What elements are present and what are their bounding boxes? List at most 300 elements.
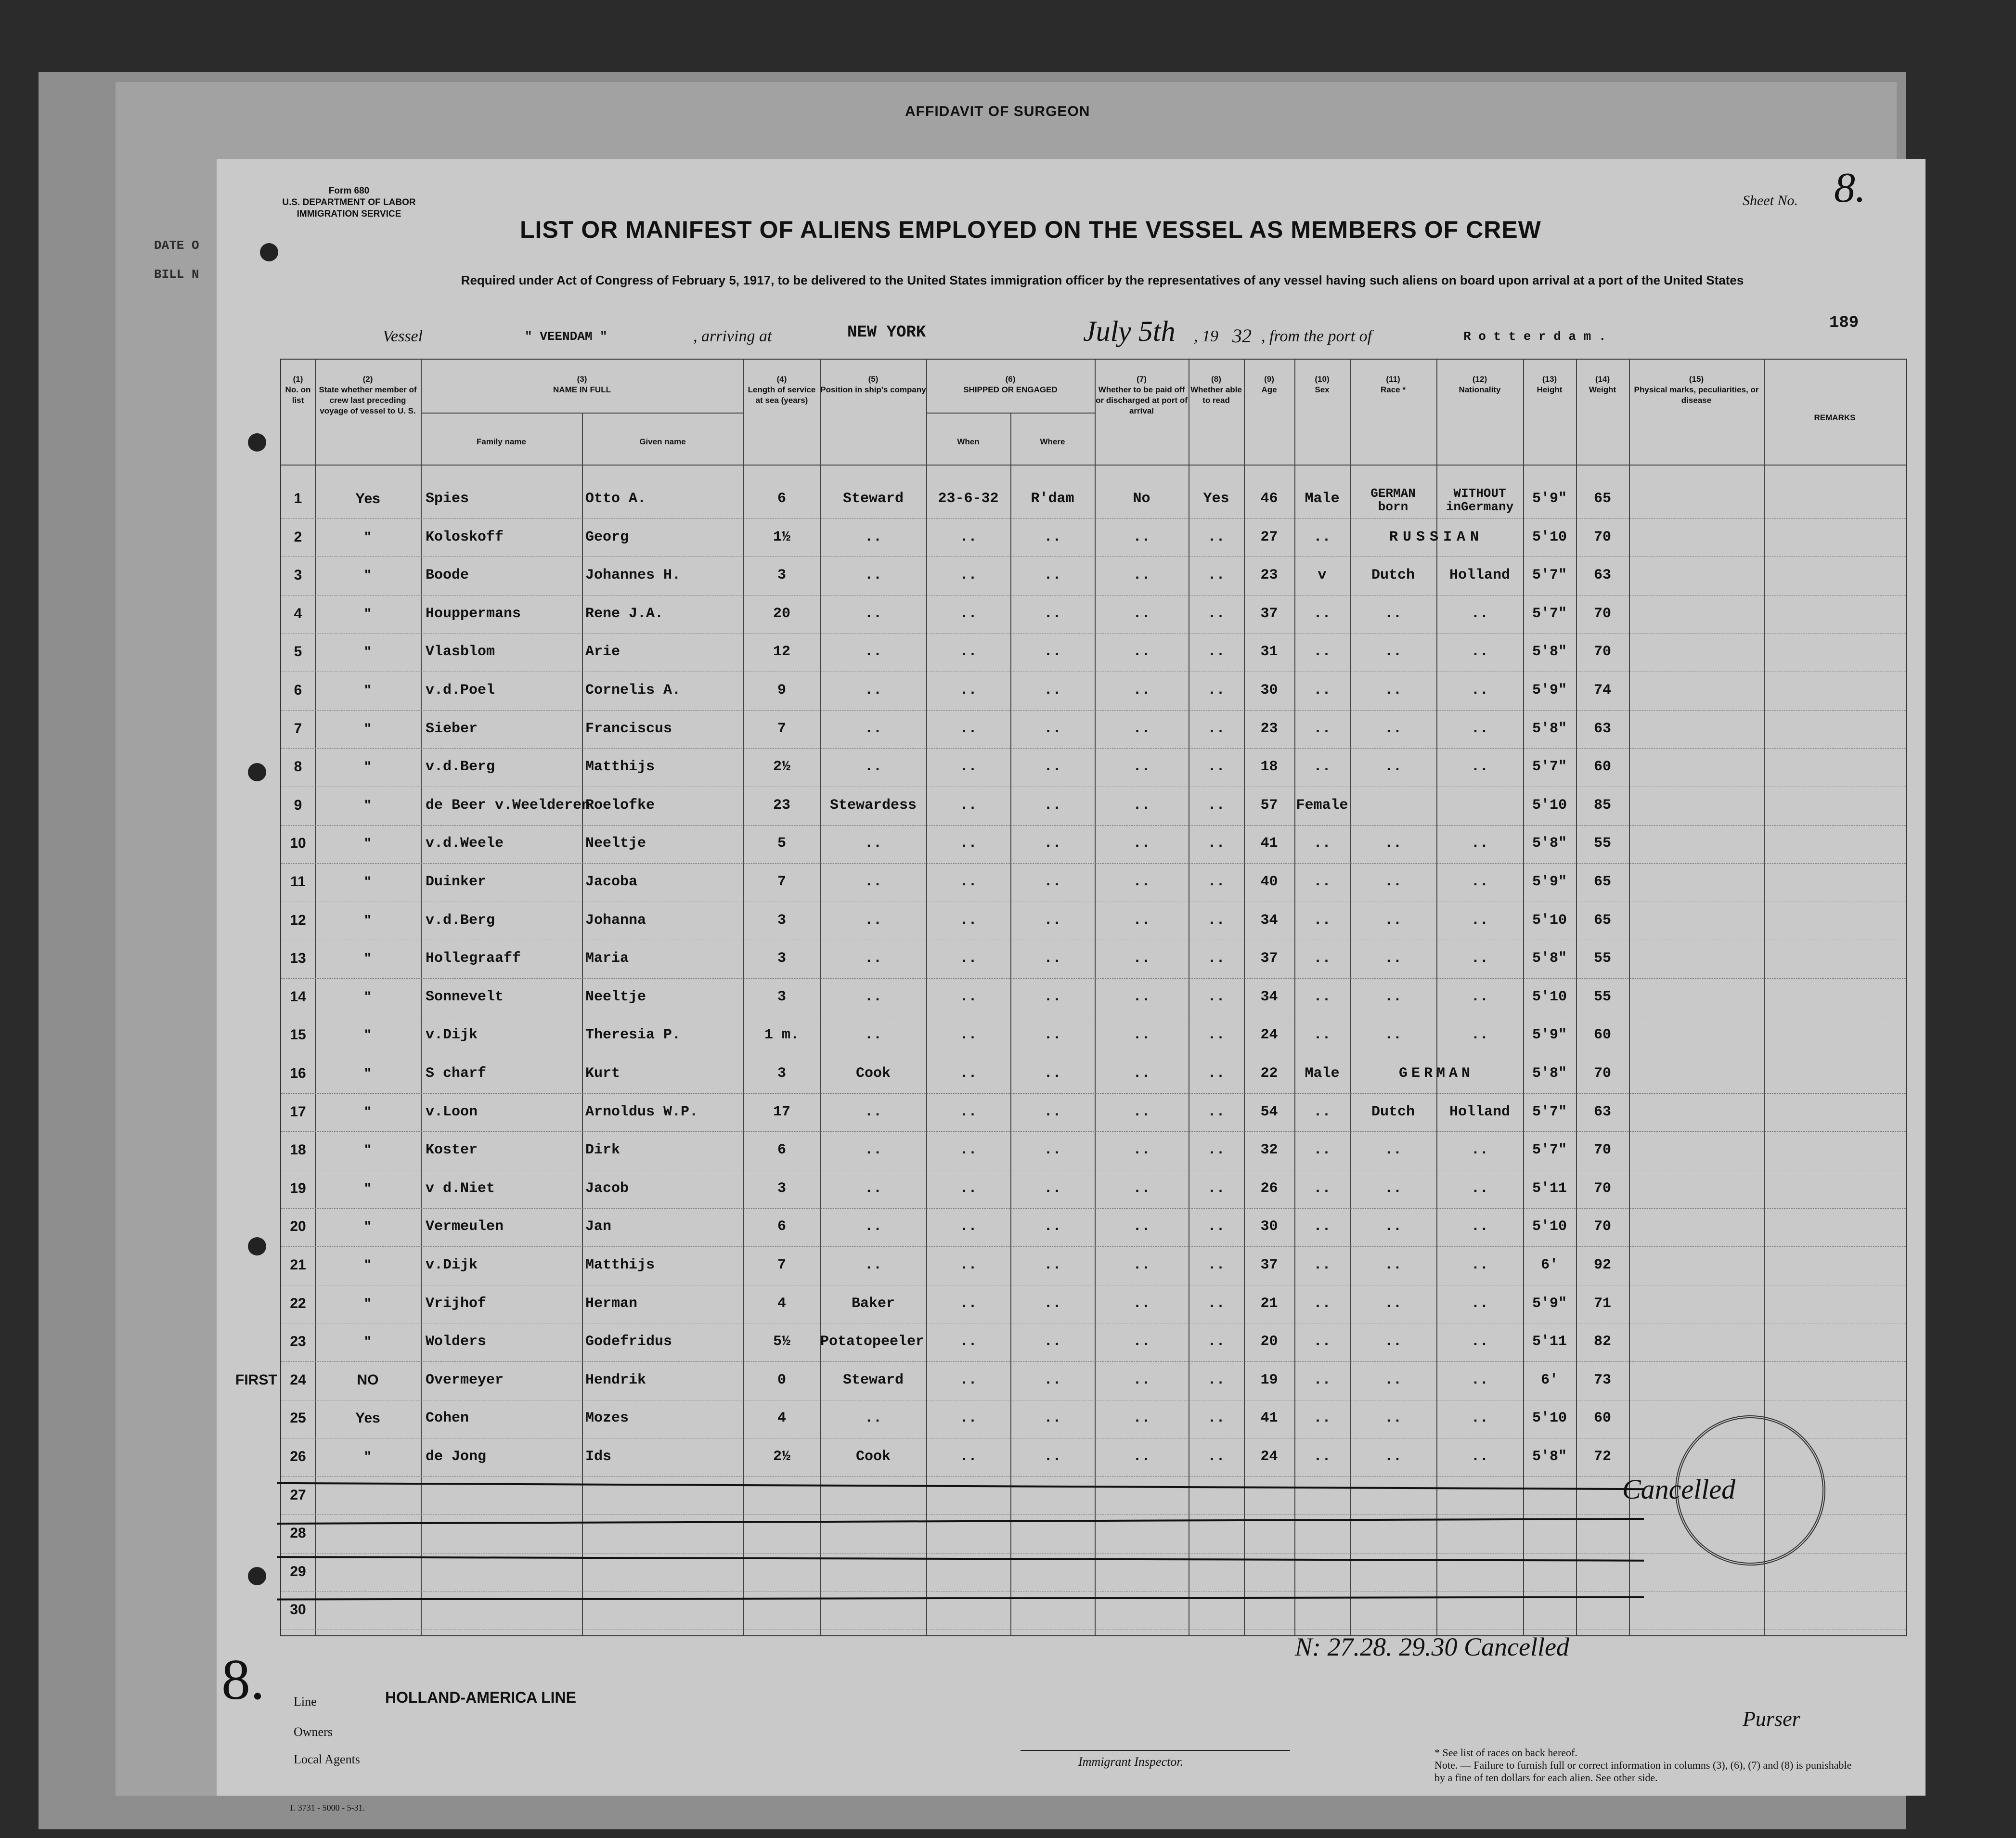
cell-paid-off: .. [1133, 720, 1150, 737]
cell-row-number: 14 [290, 988, 306, 1005]
cell-height: 5'7" [1532, 759, 1567, 776]
cell-position: .. [864, 529, 882, 545]
cell-race: .. [1384, 1180, 1402, 1197]
cell-age: 54 [1260, 1103, 1278, 1120]
cell-sex: Male [1305, 1065, 1340, 1082]
cell-race: .. [1384, 1027, 1402, 1044]
cell-able-to-read: .. [1207, 1410, 1225, 1427]
cell-shipped-where: .. [1044, 1410, 1061, 1427]
from-label: , from the port of [1261, 327, 1372, 345]
back-page-fragment: DATE O [154, 238, 199, 253]
cell-row-number: 10 [290, 835, 306, 852]
cell-age: 20 [1260, 1333, 1278, 1350]
cell-shipped-where: .. [1044, 950, 1061, 967]
cell-race: .. [1384, 605, 1402, 622]
cell-previous-voyage: " [364, 1295, 372, 1311]
cell-sex: .. [1313, 1333, 1331, 1350]
cell-height: 5'9" [1532, 1027, 1567, 1044]
cell-shipped-where: .. [1044, 644, 1061, 660]
cell-age: 30 [1260, 1218, 1278, 1235]
cell-previous-voyage: " [364, 567, 372, 583]
cell-paid-off: .. [1133, 835, 1150, 852]
cell-age: 23 [1260, 567, 1278, 584]
print-code: T. 3731 - 5000 - 5-31. [289, 1803, 365, 1812]
cell-weight: 63 [1593, 567, 1611, 584]
column-header-6: (6) SHIPPED OR ENGAGED [963, 375, 1058, 394]
cell-row-number: 13 [290, 950, 306, 967]
page-stamp-number: 189 [1829, 314, 1859, 332]
cell-race: .. [1384, 874, 1402, 890]
cell-age: 24 [1260, 1027, 1278, 1044]
cell-shipped-where: .. [1044, 720, 1061, 737]
cell-position: Cook [855, 1449, 891, 1465]
family-name-header: Family name [477, 437, 526, 446]
column-header-5: (5) Position in ship's company [820, 375, 926, 394]
cell-height: 5'7" [1532, 567, 1567, 584]
cell-previous-voyage: " [364, 912, 372, 928]
row-divider [281, 1361, 1906, 1362]
when-header: When [957, 437, 980, 446]
cell-race: .. [1384, 988, 1402, 1005]
cell-family-name: Sieber [426, 720, 478, 737]
cell-given-name: Jacob [585, 1180, 629, 1197]
cell-able-to-read: .. [1207, 874, 1225, 890]
cell-able-to-read: .. [1207, 797, 1225, 814]
cell-race: .. [1384, 644, 1402, 660]
column-header-13: (13) Height [1537, 375, 1563, 394]
cell-row-number: 17 [290, 1103, 306, 1120]
cell-able-to-read: .. [1207, 1333, 1225, 1350]
cell-able-to-read: .. [1207, 912, 1225, 929]
cell-service-length: 7 [777, 1257, 786, 1273]
cell-shipped-where: .. [1044, 1449, 1061, 1465]
cell-paid-off: .. [1133, 1410, 1150, 1427]
cell-race: .. [1384, 759, 1402, 776]
cell-weight: 55 [1593, 988, 1611, 1005]
column-header-9: (9) Age [1261, 375, 1277, 394]
cell-sex: .. [1313, 1027, 1331, 1044]
cell-age: 37 [1260, 605, 1278, 622]
cell-row-number: 1 [294, 491, 302, 506]
cell-paid-off: No [1133, 491, 1150, 507]
cell-shipped-when: .. [959, 759, 977, 776]
cell-family-name: v.Loon [426, 1103, 478, 1120]
cell-able-to-read: .. [1207, 644, 1225, 660]
column-header-14: (14) Weight [1589, 375, 1616, 394]
cell-position: .. [864, 835, 882, 852]
cell-race: GERMAN [1398, 1065, 1474, 1082]
arrival-port: NEW YORK [847, 324, 926, 342]
cell-shipped-where: .. [1044, 529, 1061, 545]
cell-paid-off: .. [1133, 567, 1150, 584]
cell-weight: 65 [1593, 491, 1611, 507]
purser-signature: Purser [1743, 1707, 1800, 1731]
cell-previous-voyage: " [364, 1257, 372, 1273]
cell-position: Cook [855, 1065, 891, 1082]
cell-position: .. [864, 950, 882, 967]
cell-height: 5'10 [1532, 912, 1567, 929]
vessel-name: " VEENDAM " [525, 329, 607, 344]
cell-shipped-when: 23-6-32 [938, 491, 999, 507]
cell-sex: .. [1313, 529, 1331, 545]
cell-age: 37 [1260, 1257, 1278, 1273]
cell-family-name: Cohen [426, 1410, 469, 1427]
service-name: IMMIGRATION SERVICE [297, 209, 401, 219]
cell-given-name: Ids [585, 1449, 612, 1465]
cell-race-note: born [1378, 500, 1409, 514]
cell-previous-voyage: " [364, 1142, 372, 1158]
cell-row-number: 22 [290, 1295, 306, 1311]
cell-race: .. [1384, 1449, 1402, 1465]
cell-shipped-where: R'dam [1031, 491, 1074, 507]
cell-height: 5'10 [1532, 1410, 1567, 1427]
cell-paid-off: .. [1133, 1142, 1150, 1159]
cell-service-length: 1½ [773, 529, 790, 545]
cell-position: Steward [842, 1372, 904, 1388]
row-divider [281, 1246, 1906, 1247]
cell-sex: .. [1313, 1142, 1331, 1159]
cell-previous-voyage: " [364, 1333, 372, 1350]
cell-family-name: Vermeulen [426, 1218, 504, 1235]
cell-position: .. [864, 988, 882, 1005]
cell-weight: 70 [1593, 1142, 1611, 1159]
arrival-year: 32 [1232, 325, 1252, 347]
cell-able-to-read: .. [1207, 988, 1225, 1005]
cell-sex: .. [1313, 835, 1331, 852]
footnote-asterisk: * See list of races on back hereof. [1434, 1747, 1577, 1759]
cell-shipped-where: .. [1044, 874, 1061, 890]
owners-label: Owners [294, 1725, 333, 1739]
cell-position: .. [864, 912, 882, 929]
cell-weight: 55 [1593, 835, 1611, 852]
cell-service-length: 5 [777, 835, 786, 852]
cell-previous-voyage: " [364, 1027, 372, 1043]
row-divider [281, 1208, 1906, 1209]
cell-sex: Male [1305, 491, 1340, 507]
cell-sex: .. [1313, 1372, 1331, 1388]
cell-service-length: 4 [777, 1410, 786, 1427]
cell-paid-off: .. [1133, 529, 1150, 545]
cell-position: .. [864, 1218, 882, 1235]
cell-shipped-when: .. [959, 529, 977, 545]
cell-family-name: de Jong [426, 1449, 487, 1465]
cell-given-name: Jacoba [585, 874, 638, 890]
cell-position: .. [864, 605, 882, 622]
cell-position: Baker [851, 1295, 895, 1312]
cell-shipped-when: .. [959, 567, 977, 584]
cell-row-number: 12 [290, 912, 306, 928]
cell-race: .. [1384, 1295, 1402, 1312]
column-header-15: (15) Physical marks, peculiarities, or disease [1634, 375, 1759, 405]
cell-age: 21 [1260, 1295, 1278, 1312]
column-rule [582, 413, 583, 1635]
cell-able-to-read: .. [1207, 1027, 1225, 1044]
cell-age: 30 [1260, 682, 1278, 699]
sheet-label: Sheet No. [1743, 193, 1798, 208]
cell-given-name: Cornelis A. [585, 682, 681, 699]
cell-able-to-read: .. [1207, 1103, 1225, 1120]
cell-sex: .. [1313, 720, 1331, 737]
cell-weight: 60 [1593, 1027, 1611, 1044]
cell-service-length: 4 [777, 1295, 786, 1312]
cell-weight: 92 [1593, 1257, 1611, 1273]
cell-race: RUSSIAN [1389, 529, 1484, 545]
cell-row-number: 19 [290, 1180, 306, 1196]
arriving-label: , arriving at [693, 327, 772, 345]
row-divider [281, 710, 1906, 711]
cell-previous-voyage: " [364, 950, 372, 967]
cell-service-length: 3 [777, 1065, 786, 1082]
row-divider [281, 1514, 1906, 1515]
cell-family-name: v.Dijk [426, 1027, 478, 1044]
inspector-label: Immigrant Inspector. [1078, 1755, 1184, 1769]
cell-paid-off: .. [1133, 644, 1150, 660]
cell-previous-voyage: NO [357, 1372, 379, 1388]
cell-able-to-read: .. [1207, 1295, 1225, 1312]
cell-height: 5'9" [1532, 682, 1567, 699]
cell-height: 5'7" [1532, 1142, 1567, 1159]
cell-family-name: Sonnevelt [426, 988, 504, 1005]
cell-paid-off: .. [1133, 682, 1150, 699]
cell-age: 23 [1260, 720, 1278, 737]
cell-height: 5'7" [1532, 1103, 1567, 1120]
cell-row-prefix: FIRST [235, 1372, 277, 1388]
cell-position: .. [864, 682, 882, 699]
cell-row-number: 25 [290, 1410, 306, 1426]
cell-nationality: .. [1471, 835, 1488, 852]
cell-previous-voyage: " [364, 1065, 372, 1081]
cell-family-name: Overmeyer [426, 1372, 504, 1388]
cell-previous-voyage: " [364, 1218, 372, 1235]
cell-service-length: 3 [777, 950, 786, 967]
cell-sex: .. [1313, 1218, 1331, 1235]
cell-family-name: v.d.Berg [426, 759, 495, 776]
cell-shipped-when: .. [959, 1333, 977, 1350]
cell-able-to-read: .. [1207, 950, 1225, 967]
cell-sex: .. [1313, 1180, 1331, 1197]
column-header-11: (11) Race * [1381, 375, 1406, 394]
page-subtitle: Required under Act of Congress of February 5, 1917, to be delivered to the United States immigration officer by the representatives of any vessel having such aliens on board upon arrival at a port of the United States [461, 273, 1744, 287]
cell-shipped-when: .. [959, 644, 977, 660]
cell-nationality: .. [1471, 1410, 1488, 1427]
cell-position: Steward [842, 491, 904, 507]
cell-age: 34 [1260, 988, 1278, 1005]
row-divider [281, 748, 1906, 749]
cell-row-number: 7 [294, 720, 302, 737]
cell-height: 5'8" [1532, 644, 1567, 660]
cell-family-name: v.d.Berg [426, 912, 495, 929]
cell-nationality: .. [1471, 682, 1488, 699]
cell-able-to-read: .. [1207, 1449, 1225, 1465]
cell-previous-voyage: " [364, 874, 372, 890]
cell-able-to-read: .. [1207, 1257, 1225, 1273]
cell-height: 5'10 [1532, 988, 1567, 1005]
cell-nationality: .. [1471, 912, 1488, 929]
cell-previous-voyage: " [364, 797, 372, 813]
sheet-number: 8. [1834, 165, 1866, 211]
cell-shipped-when: .. [959, 1449, 977, 1465]
cell-row-number: 23 [290, 1333, 306, 1350]
cell-able-to-read: .. [1207, 1065, 1225, 1082]
cell-service-length: 23 [773, 797, 790, 814]
cell-paid-off: .. [1133, 797, 1150, 814]
cell-age: 19 [1260, 1372, 1278, 1388]
cell-row-number: 21 [290, 1257, 306, 1273]
cell-service-length: 3 [777, 567, 786, 584]
cell-shipped-where: .. [1044, 1257, 1061, 1273]
cell-paid-off: .. [1133, 1027, 1150, 1044]
cell-given-name: Neeltje [585, 988, 646, 1005]
cell-age: 40 [1260, 874, 1278, 890]
cell-given-name: Kurt [585, 1065, 620, 1082]
cell-shipped-when: .. [959, 1027, 977, 1044]
cell-able-to-read: .. [1207, 1142, 1225, 1159]
cell-height: 6' [1540, 1372, 1558, 1388]
cell-position: Stewardess [829, 797, 917, 814]
cell-paid-off: .. [1133, 874, 1150, 890]
cell-family-name: S charf [426, 1065, 487, 1082]
cell-age: 41 [1260, 835, 1278, 852]
header-divider [281, 465, 1906, 466]
cell-row-number: 2 [294, 529, 302, 545]
cell-nationality: .. [1471, 950, 1488, 967]
cell-position: .. [864, 1410, 882, 1427]
cell-age: 57 [1260, 797, 1278, 814]
arrival-date: July 5th [1083, 315, 1176, 347]
cell-position: .. [864, 874, 882, 890]
cell-able-to-read: .. [1207, 1372, 1225, 1388]
cell-weight: 63 [1593, 1103, 1611, 1120]
cell-given-name: Dirk [585, 1142, 620, 1159]
cell-position: .. [864, 1257, 882, 1273]
cell-service-length: 3 [777, 912, 786, 929]
cell-weight: 70 [1593, 605, 1611, 622]
cell-family-name: de Beer v.Weelderen [426, 797, 591, 814]
cell-race: .. [1384, 1372, 1402, 1388]
subheader-rule [421, 413, 743, 414]
cell-sex: .. [1313, 912, 1331, 929]
cell-given-name: Matthijs [585, 759, 655, 776]
cell-previous-voyage: " [364, 644, 372, 660]
cell-service-length: 2½ [773, 1449, 790, 1465]
cancelled-rows-note: N: 27.28. 29.30 Cancelled [1295, 1632, 1569, 1661]
cell-paid-off: .. [1133, 1218, 1150, 1235]
cell-shipped-where: .. [1044, 835, 1061, 852]
cell-height: 5'8" [1532, 720, 1567, 737]
cell-weight: 72 [1593, 1449, 1611, 1465]
cell-given-name: Arie [585, 644, 620, 660]
cell-previous-voyage: Yes [355, 491, 380, 506]
cell-nationality: Holland [1449, 1103, 1511, 1120]
cell-row-number: 6 [294, 682, 302, 698]
cell-sex: v [1318, 567, 1327, 584]
cell-sex: .. [1313, 605, 1331, 622]
cell-family-name: Koloskoff [426, 529, 504, 545]
cell-row-number: 24 [290, 1372, 306, 1388]
cell-position: .. [864, 644, 882, 660]
cell-sex: .. [1313, 682, 1331, 699]
cell-nationality: .. [1471, 988, 1488, 1005]
cell-row-number: 29 [290, 1563, 306, 1579]
cell-age: 46 [1260, 491, 1278, 507]
cell-weight: 55 [1593, 950, 1611, 967]
cell-given-name: Matthijs [585, 1257, 655, 1273]
line-name: HOLLAND-AMERICA LINE [385, 1689, 576, 1706]
cell-race: Dutch [1371, 1103, 1415, 1120]
cell-nationality: .. [1471, 1333, 1488, 1350]
cell-given-name: Otto A. [585, 491, 646, 507]
cell-shipped-when: .. [959, 797, 977, 814]
cell-able-to-read: .. [1207, 720, 1225, 737]
departure-port: R o t t e r d a m . [1463, 329, 1606, 344]
cell-weight: 85 [1593, 797, 1611, 814]
cell-given-name: Theresia P. [585, 1027, 681, 1044]
cell-height: 5'10 [1532, 797, 1567, 814]
cell-sex: .. [1313, 988, 1331, 1005]
cell-family-name: Duinker [426, 874, 487, 890]
cell-position: Potatopeeler [820, 1333, 925, 1350]
cell-race: .. [1384, 720, 1402, 737]
cell-service-length: 6 [777, 1142, 786, 1159]
cell-row-number: 30 [290, 1602, 306, 1618]
subheader-rule [926, 413, 1095, 414]
cell-weight: 70 [1593, 1218, 1611, 1235]
local-agents-label: Local Agents [294, 1752, 360, 1766]
cell-row-number: 18 [290, 1142, 306, 1158]
cell-family-name: v d.Niet [426, 1180, 495, 1197]
punch-hole [248, 763, 266, 781]
cell-service-length: 17 [773, 1103, 790, 1120]
cell-race: .. [1384, 1218, 1402, 1235]
cell-previous-voyage: " [364, 759, 372, 775]
cell-service-length: 9 [777, 682, 786, 699]
cell-given-name: Maria [585, 950, 629, 967]
cell-shipped-when: .. [959, 720, 977, 737]
cell-shipped-where: .. [1044, 1142, 1061, 1159]
cell-row-number: 5 [294, 644, 302, 660]
row-divider [281, 1131, 1906, 1132]
cell-age: 41 [1260, 1410, 1278, 1427]
cell-shipped-when: .. [959, 835, 977, 852]
cell-position: .. [864, 1142, 882, 1159]
cell-able-to-read: .. [1207, 1180, 1225, 1197]
cell-row-number: 26 [290, 1449, 306, 1464]
cell-shipped-where: .. [1044, 1372, 1061, 1388]
cell-paid-off: .. [1133, 988, 1150, 1005]
cell-shipped-where: .. [1044, 759, 1061, 776]
cell-row-number: 4 [294, 605, 302, 621]
cell-able-to-read: .. [1207, 529, 1225, 545]
cell-shipped-when: .. [959, 1410, 977, 1427]
cell-age: 22 [1260, 1065, 1278, 1082]
cell-service-length: 2½ [773, 759, 790, 776]
cell-race: .. [1384, 912, 1402, 929]
cell-shipped-when: .. [959, 1218, 977, 1235]
department: U.S. DEPARTMENT OF LABOR [282, 197, 416, 207]
manifest-table [235, 359, 1907, 1636]
cell-given-name: Georg [585, 529, 629, 545]
page-title: LIST OR MANIFEST OF ALIENS EMPLOYED ON THE VESSEL AS MEMBERS OF CREW [520, 216, 1541, 243]
cell-age: 26 [1260, 1180, 1278, 1197]
cell-nationality: .. [1471, 644, 1488, 660]
row-divider [281, 825, 1906, 826]
cell-nationality: .. [1471, 1027, 1488, 1044]
cell-sex: Female [1296, 797, 1348, 814]
cell-able-to-read: .. [1207, 605, 1225, 622]
cell-height: 5'8" [1532, 1449, 1567, 1465]
column-header-10: (10) Sex [1315, 375, 1330, 394]
footnote [1434, 1747, 1858, 1784]
